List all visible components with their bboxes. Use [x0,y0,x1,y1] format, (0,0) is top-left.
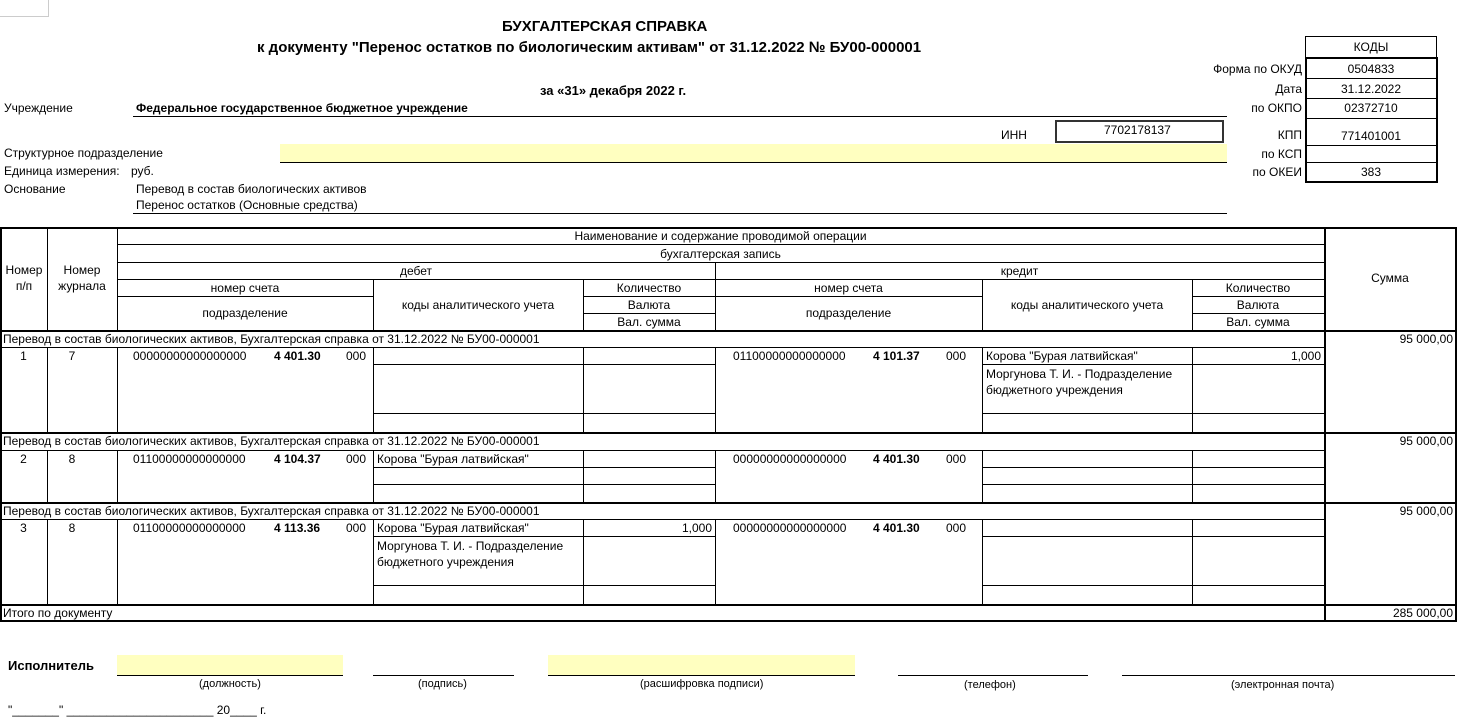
g1-h1a [373,364,715,365]
group-1-desc: Перевод в состав биологических активов, Бухгалтерская справка от 31.12.2022 № БУ00-000001 [3,332,540,346]
row-3-d-code: 4 113.36 [274,521,321,535]
g1-h1b [982,364,1324,365]
th-sum: Сумма [1371,271,1409,285]
hh-1 [117,244,1324,245]
g3-v6 [982,519,983,605]
codes-header-text: КОДЫ [1353,40,1389,54]
code-label-okei: по ОКЕИ [1252,165,1302,179]
phone-caption: (телефон) [964,679,1016,691]
code-value-okpo: 02372710 [1344,101,1398,115]
g1-v5 [715,347,716,433]
group-2-sum: 95 000,00 [1399,434,1453,448]
basis-line-2: Перенос остатков (Основные средства) [136,198,358,212]
decode-line [548,675,855,676]
sign-line [373,675,514,676]
th-c-currency: Валюта [1236,298,1280,312]
group-2-desc: Перевод в состав биологических активов, Бухгалтерская справка от 31.12.2022 № БУ00-000001 [3,434,540,448]
th-num: Номер п/п [5,263,43,293]
basis-label: Основание [4,182,66,196]
row-2-c-code: 4 401.30 [873,452,920,466]
row-1-c-an2: Моргунова Т. И. - Подразделение бюджетного учреждения [986,367,1173,397]
email-caption: (электронная почта) [1231,679,1335,691]
g2-v5 [715,450,716,503]
th-credit: кредит [1000,264,1039,278]
th-c-cursum: Вал. сумма [1226,315,1290,329]
codes-sep-3 [1305,118,1436,119]
code-label-date: Дата [1275,82,1302,96]
codes-sep-4 [1305,145,1436,146]
th-journal: Номер журнала [58,263,106,293]
row-3-d-an1: Корова "Бурая латвийская" [377,521,529,535]
row-2-c-acc: 00000000000000000 [733,452,847,466]
tbl-bottom [0,620,1457,622]
row-1-c-kosgu: 000 [946,349,967,363]
row-1-c-acc: 01100000000000000 [733,349,846,363]
phone-line [898,675,1088,676]
code-value-okud: 0504833 [1347,62,1395,76]
code-label-ksp: по КСП [1261,147,1302,161]
th-d-qty: Количество [616,281,682,295]
g1-v4 [583,347,584,433]
g2-v7 [1192,450,1193,503]
hh-4a [117,296,373,297]
codes-sep-2 [1305,98,1436,99]
doc-title: БУХГАЛТЕРСКАЯ СПРАВКА [502,18,708,35]
institution-label: Учреждение [4,101,73,115]
hh-5b [1192,313,1324,314]
g3-v5 [715,519,716,605]
th-c-analytic: коды аналитического учета [1010,298,1164,312]
code-value-date: 31.12.2022 [1340,82,1402,96]
doc-date-line: за «31» декабря 2022 г. [540,83,687,98]
g1-v7 [1192,347,1193,433]
row-1-d-code: 4 401.30 [274,349,321,363]
sign-caption: (подпись) [418,678,467,690]
total-label: Итого по документу [3,606,113,620]
inn-value: 7702178137 [1104,123,1171,137]
g2-h2b [982,484,1324,485]
email-line [1122,675,1455,676]
struct-label: Структурное подразделение [4,146,163,160]
g2-v3 [373,450,374,503]
institution-value: Федеральное государственное бюджетное учреждение [136,101,468,115]
inn-label: ИНН [1001,128,1027,142]
sign-date-line: "_______" ______________________ 20____ г. [8,703,267,717]
unit-label: Единица измерения: [4,164,120,178]
g2-h2a [373,484,715,485]
executor-label: Исполнитель [8,658,94,673]
g3-desc-line [0,519,1324,520]
row-2-d-kosgu: 000 [346,452,367,466]
hh-4c [715,296,982,297]
g1-v3 [373,347,374,433]
g2-desc-line [0,450,1324,451]
position-input[interactable] [117,655,343,675]
g2-v2 [117,450,118,503]
th-d-cursum: Вал. сумма [617,315,681,329]
th-d-currency: Валюта [627,298,671,312]
row-1-d-kosgu: 000 [346,349,367,363]
struct-input[interactable] [280,144,1227,162]
row-1-c-an1: Корова "Бурая латвийская" [986,349,1138,363]
row-3-c-kosgu: 000 [946,521,967,535]
row-1-c-code: 4 101.37 [873,349,920,363]
row-2-c-kosgu: 000 [946,452,967,466]
group-1-sum: 95 000,00 [1399,332,1453,346]
row-2-d-acc: 01100000000000000 [133,452,246,466]
code-label-kpp: КПП [1277,128,1302,142]
code-value-kpp: 771401001 [1340,129,1402,143]
hh-4b [583,296,715,297]
row-3-d-acc: 01100000000000000 [133,521,246,535]
g1-sumcol [1324,331,1326,434]
row-3-c-acc: 00000000000000000 [733,521,847,535]
decode-caption: (расшифровка подписи) [640,678,764,690]
hh-2 [117,262,1324,263]
g3-h1b [982,536,1324,537]
th-d-analytic: коды аналитического учета [401,298,555,312]
row-1-c-qty: 1,000 [1290,349,1321,363]
group-3-desc: Перевод в состав биологических активов, Бухгалтерская справка от 31.12.2022 № БУ00-000001 [3,504,540,518]
codes-header [1305,36,1437,58]
th-operation: Наименование и содержание проводимой операции [574,229,867,243]
basis-underline [133,213,1227,214]
th-c-qty: Количество [1225,281,1291,295]
unit-value: руб. [131,164,154,178]
g3-v2 [117,519,118,605]
g3-h2b [982,585,1324,586]
codes-sep-1 [1305,78,1436,79]
g1-h2b [982,413,1324,414]
hv-1 [47,228,48,331]
code-label-okpo: по ОКПО [1251,101,1302,115]
hh-3 [117,279,1324,280]
g1-h2a [373,413,715,414]
row-2-num: 2 [20,452,27,466]
g3-h2a [373,585,715,586]
hh-5a [583,313,715,314]
code-value-okei: 383 [1360,165,1382,179]
row-2-journal: 8 [68,452,76,466]
basis-line-1: Перевод в состав биологических активов [136,182,367,196]
g1-v6 [982,347,983,433]
row-3-d-kosgu: 000 [346,521,367,535]
row-3-d-qty: 1,000 [681,521,712,535]
group-3-sum: 95 000,00 [1399,504,1453,518]
th-d-division: подразделение [202,306,288,320]
g1-v2 [117,347,118,433]
row-1-num: 1 [20,349,27,363]
total-value: 285 000,00 [1392,606,1453,620]
g3-v7 [1192,519,1193,605]
row-3-c-code: 4 401.30 [873,521,920,535]
row-3-d-an2: Моргунова Т. И. - Подразделение бюджетного учреждения [377,539,564,569]
row-2-d-an1: Корова "Бурая латвийская" [377,452,529,466]
doc-subtitle: к документу "Перенос остатков по биологическим активам" от 31.12.2022 № БУ00-000001 [257,39,922,56]
th-c-account: номер счета [814,281,883,295]
tbl-right [1455,227,1457,622]
th-entry: бухгалтерская запись [660,247,781,261]
g2-sumcol [1324,433,1326,504]
row-3-journal: 8 [68,521,76,535]
th-c-division: подразделение [805,306,892,320]
struct-underline [280,162,1227,163]
th-d-account: номер счета [210,281,280,295]
g3-h1a [373,536,715,537]
g2-h1a [373,467,715,468]
g3-v3 [373,519,374,605]
decode-input[interactable] [548,655,855,675]
hh-4d [1192,296,1324,297]
g1-desc-line [0,347,1324,348]
row-1-journal: 7 [68,349,76,363]
row-2-d-code: 4 104.37 [274,452,321,466]
institution-underline [133,116,1227,117]
codes-sep-5 [1305,162,1436,163]
row-3-num: 3 [20,521,27,535]
g3-end [0,604,1457,606]
g2-v6 [982,450,983,503]
th-debit: дебет [399,264,433,278]
corner-box [0,0,49,17]
g2-v4 [583,450,584,503]
position-line [117,675,343,676]
row-1-d-acc: 00000000000000000 [133,349,247,363]
g3-v4 [583,519,584,605]
position-caption: (должность) [199,678,261,690]
code-label-okud: Форма по ОКУД [1213,62,1302,76]
g2-h1b [982,467,1324,468]
